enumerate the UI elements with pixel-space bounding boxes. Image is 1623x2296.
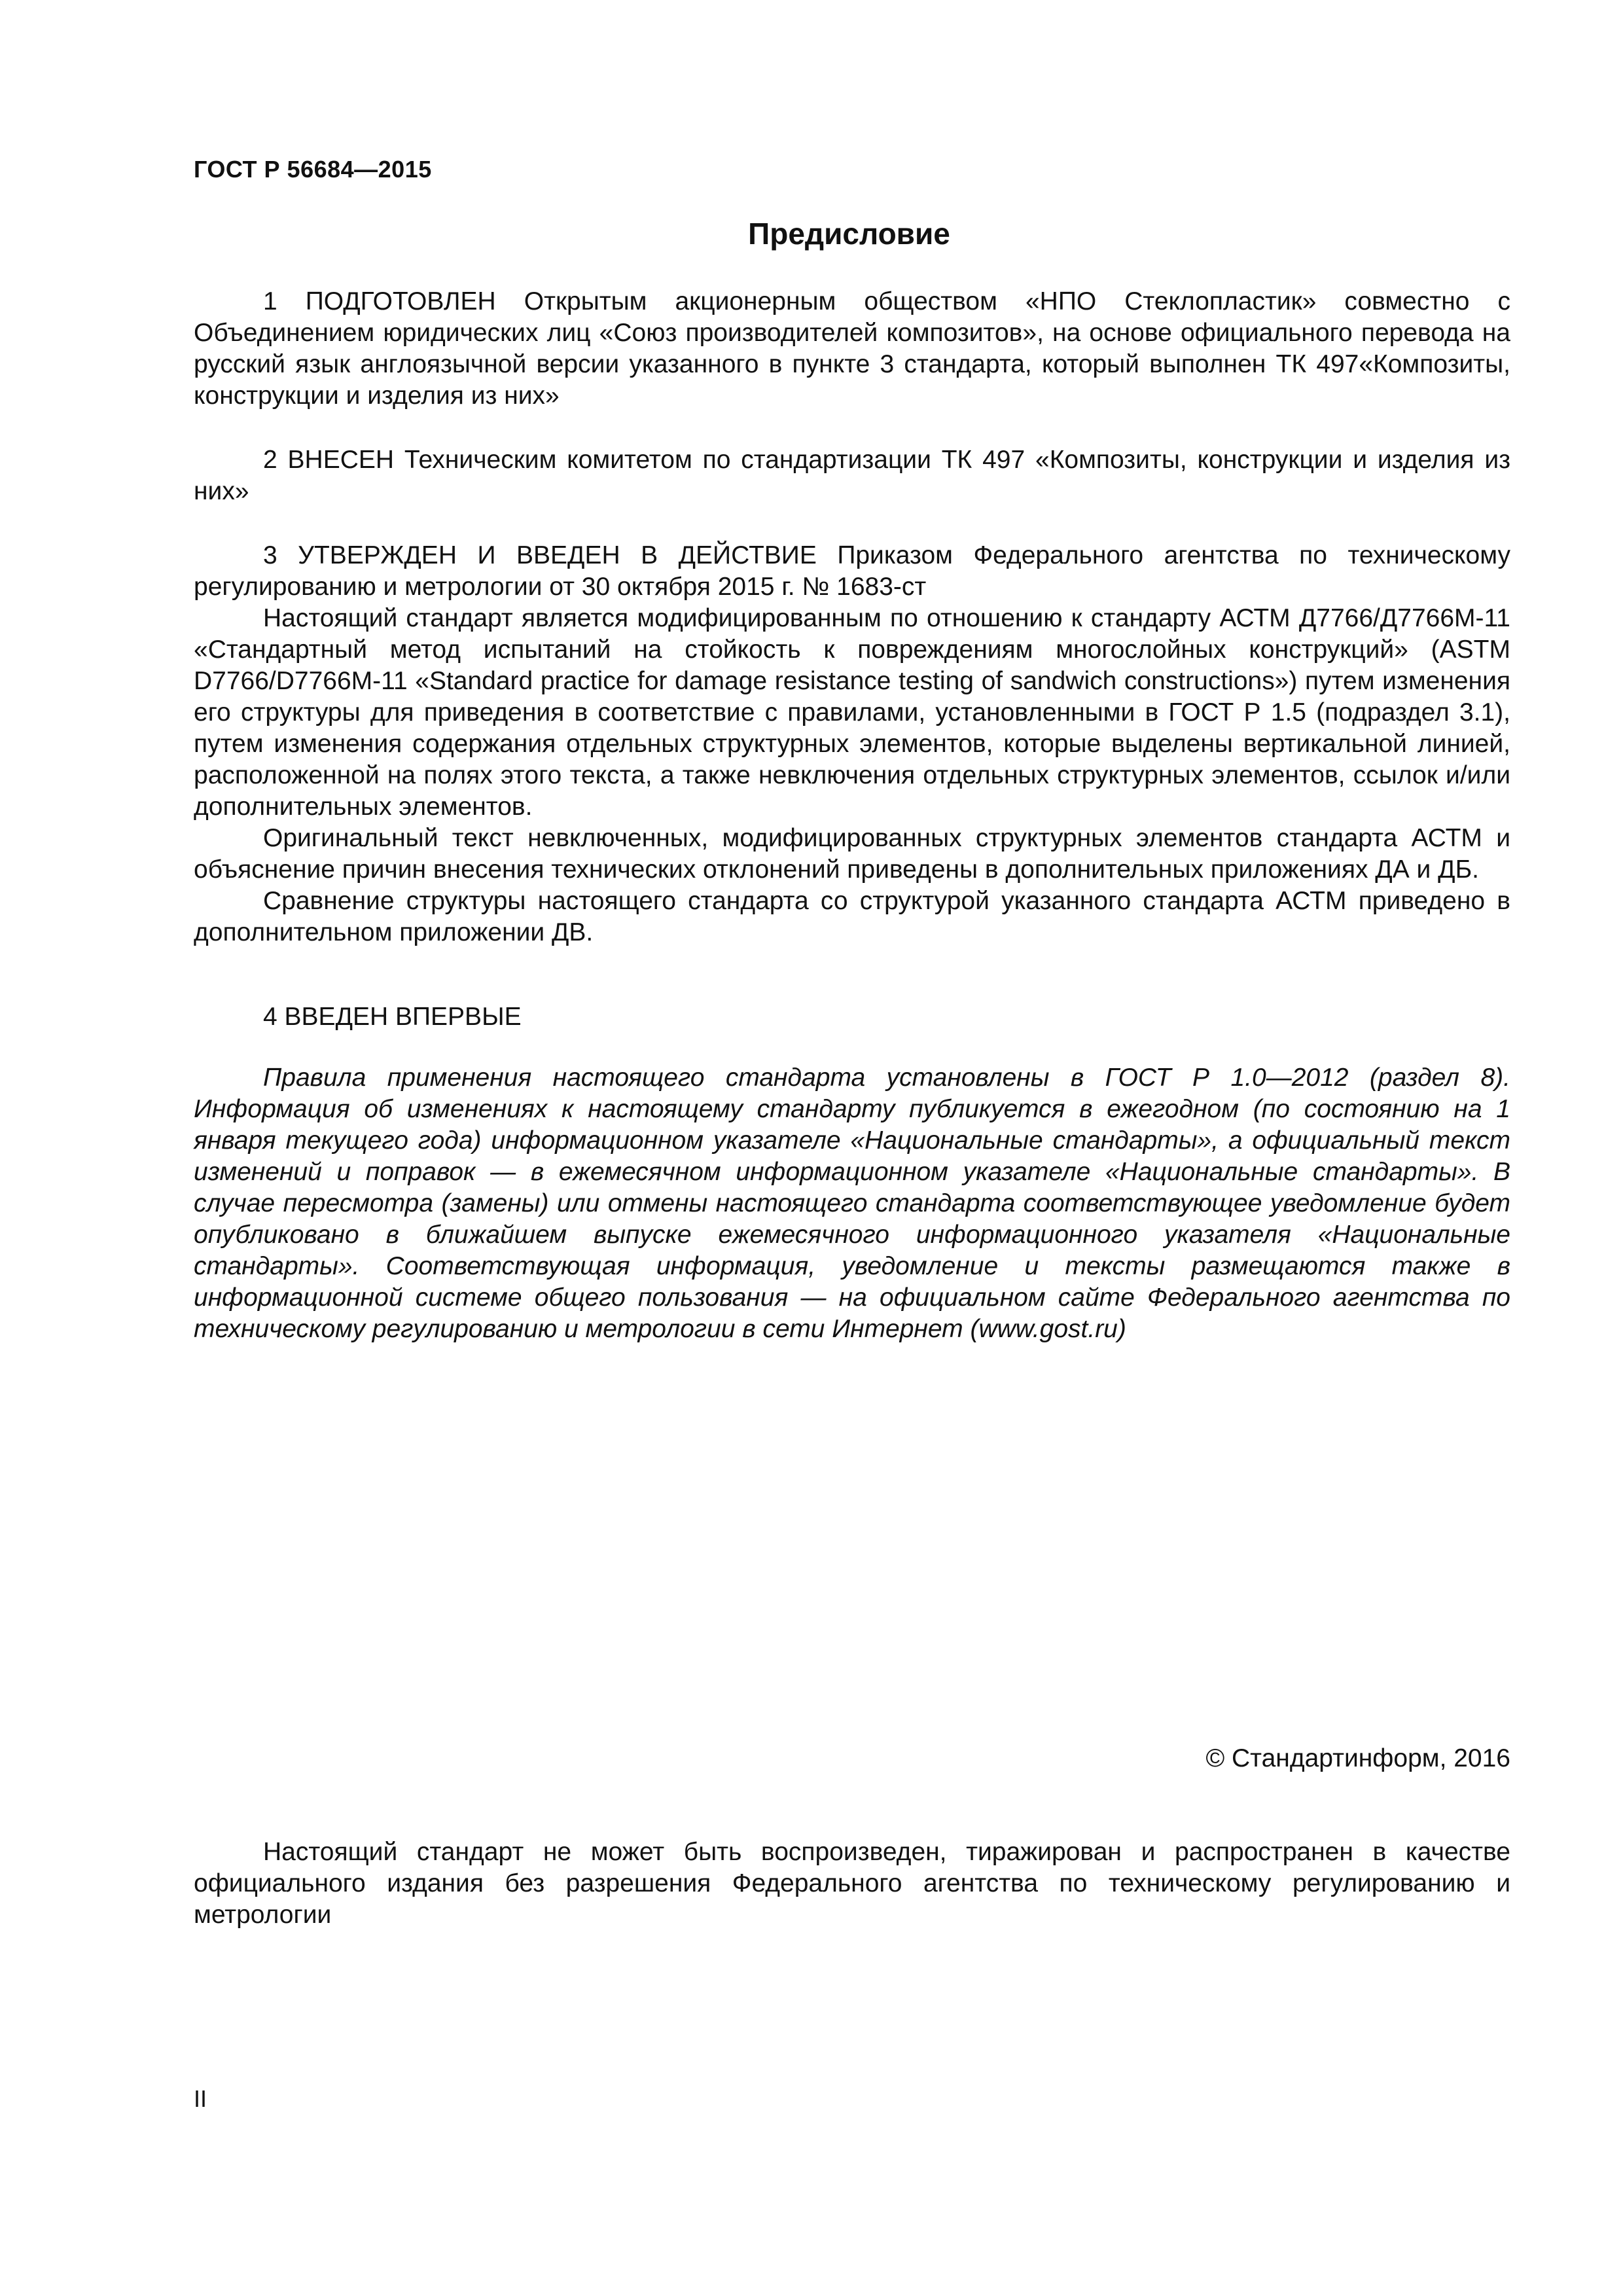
paragraph-approved: 3 УТВЕРЖДЕН И ВВЕДЕН В ДЕЙСТВИЕ Приказом Федерального агентства по техническому регулированию и метрологии от 30 октября 2015 г. № 1683-ст	[194, 541, 1510, 601]
reproduction-notice-text: Настоящий стандарт не может быть воспроизведен, тиражирован и распространен в качестве официального издания без разрешения Федерального агентства по техническому регулированию и метрологии	[194, 1838, 1510, 1929]
paragraph-submitted-by: 2 ВНЕСЕН Техническим комитетом по стандартизации ТК 497 «Композиты, конструкции и изделия из них»	[194, 446, 1510, 505]
page-title: Предисловие	[748, 217, 950, 251]
foreword-section-2	[194, 444, 1510, 507]
foreword-section-3	[194, 540, 1510, 948]
rules-note-text: Правила применения настоящего стандарта установлены в ГОСТ Р 1.0—2012 (раздел 8). Информация об изменениях к настоящему стандарту публикуется в ежегодном (по состоянию на 1 января текущего года) информационном указателе «Национальные стандарты», а официальный текст изменений и поправок — в ежемесячном информационном указателе «Национальные стандарты». В случае пересмотра (замены) или отмены настоящего стандарта соответствующее уведомление будет опубликовано в ближайшем выпуске ежемесячного информационного указателя «Национальные стандарты». Соответствующая информация, уведомление и тексты размещаются также в информационной системе общего пользования — на официальном сайте Федерального агентства по техническому регулированию и метрологии в сети Интернет (www.gost.ru)	[194, 1064, 1510, 1343]
rules-note	[194, 1062, 1510, 1345]
copyright-line: © Стандартинформ, 2016	[1205, 1744, 1510, 1772]
reproduction-notice	[194, 1837, 1510, 1931]
foreword-section-4	[194, 1001, 1510, 1033]
paragraph-original-text: Оригинальный текст невключенных, модифицированных структурных элементов стандарта АСТМ и объяснение причин внесения технических отклонений приведены в дополнительных приложениях ДА и ДБ.	[194, 824, 1510, 884]
foreword-section-1	[194, 286, 1510, 443]
document-code: ГОСТ Р 56684—2015	[194, 156, 432, 183]
paragraph-introduced-first: 4 ВВЕДЕН ВПЕРВЫЕ	[263, 1003, 522, 1031]
paragraph-prepared-by: 1 ПОДГОТОВЛЕН Открытым акционерным обществом «НПО Стеклопластик» совместно с Объединением юридических лиц «Союз производителей композитов», на основе официального перевода на русский язык англоязычной версии указанного в пункте 3 стандарта, который выполнен ТК 497«Композиты, конструкции и изделия из них»	[194, 287, 1510, 410]
page-number: II	[194, 2085, 207, 2112]
paragraph-structure-comparison: Сравнение структуры настоящего стандарта со структурой указанного стандарта АСТМ приведено в дополнительном приложении ДВ.	[194, 887, 1510, 946]
paragraph-modified-standard: Настоящий стандарт является модифицированным по отношению к стандарту АСТМ Д7766/Д7766М-11 «Стандартный метод испытаний на стойкость к повреждениям многослойных конструкций» (ASTM D7766/D7766M-11 «Standard practice for damage resistance testing of sandwich constructions») путем изменения его структуры для приведения в соответствие с правилами, установленными в ГОСТ Р 1.5 (подраздел 3.1), путем изменения содержания отдельных структурных элементов, которые выделены вертикальной линией, расположенной на полях этого текста, а также невключения отдельных структурных элементов, ссылок и/или дополнительных элементов.	[194, 604, 1510, 821]
